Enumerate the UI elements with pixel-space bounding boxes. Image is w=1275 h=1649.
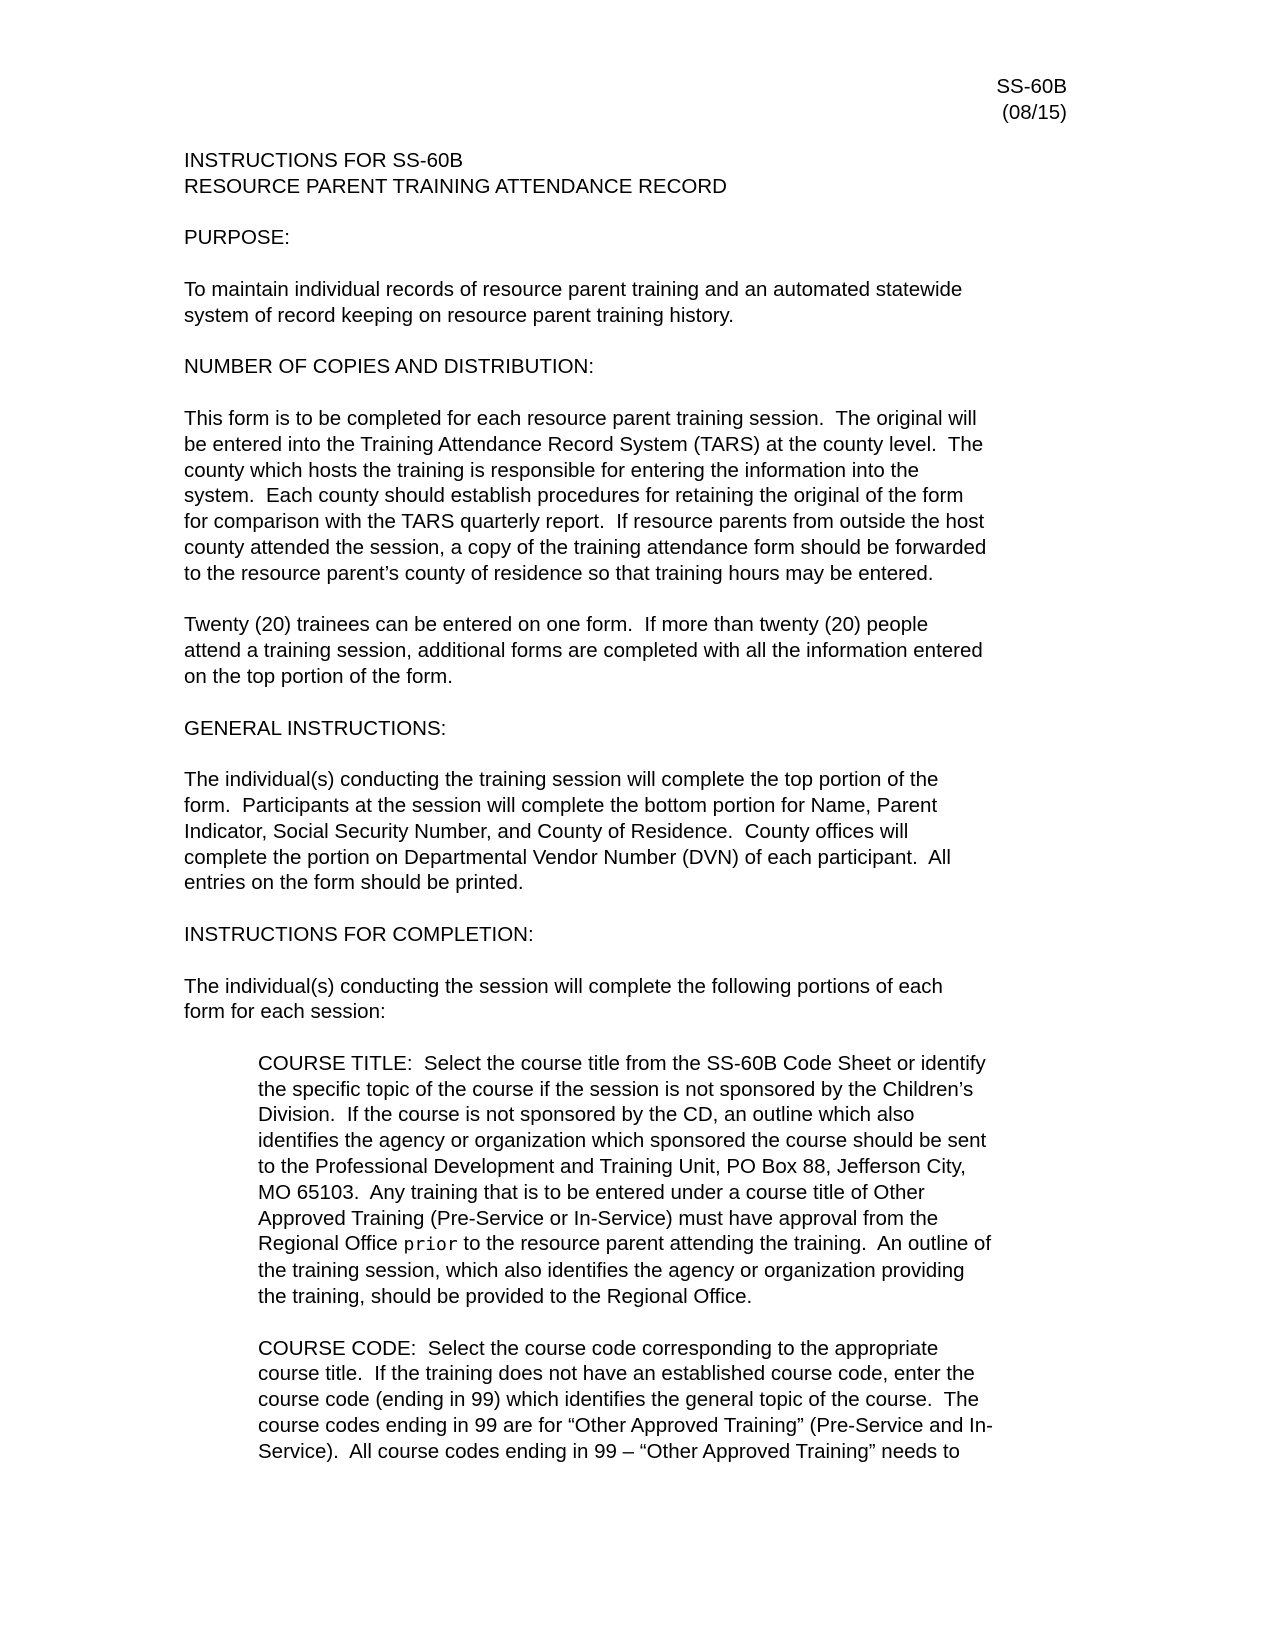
text-line: the specific topic of the course if the session is not sponsored by the Children’s: [258, 1077, 974, 1101]
paragraph: [258, 1051, 1084, 1310]
text-line: county attended the session, a copy of the training attendance form should be forwarded: [184, 535, 987, 559]
form-date: (08/15): [1002, 100, 1067, 124]
text-line: the training session, which also identifies the agency or organization providing: [258, 1259, 965, 1283]
text-line: Twenty (20) trainees can be entered on one form. If more than twenty (20) people: [184, 613, 929, 637]
text-line: MO 65103. Any training that is to be entered under a course title of Other: [258, 1180, 925, 1204]
emphasized-word: prior: [403, 1234, 458, 1256]
paragraph: [184, 277, 1084, 329]
paragraph: [184, 922, 1084, 948]
paragraph: [184, 225, 1084, 251]
form-identifier: [996, 74, 1067, 126]
text-line: complete the portion on Departmental Vendor Number (DVN) of each participant. All: [184, 845, 951, 869]
text-line: form. Participants at the session will complete the bottom portion for Name, Parent: [184, 793, 938, 817]
text-line: GENERAL INSTRUCTIONS:: [184, 716, 447, 740]
text-line: attend a training session, additional forms are completed with all the information entered: [184, 639, 983, 663]
text-line: COURSE TITLE: Select the course title from the SS-60B Code Sheet or identify: [258, 1051, 986, 1075]
text-line: to the resource parent’s county of residence so that training hours may be entered.: [184, 561, 934, 585]
form-number: SS-60B: [996, 75, 1067, 98]
paragraph: [184, 354, 1084, 380]
text-line: This form is to be completed for each resource parent training session. The original will: [184, 406, 977, 430]
text-line: county which hosts the training is responsible for entering the information into the: [184, 458, 919, 482]
paragraph: [258, 1336, 1084, 1465]
text-line: INSTRUCTIONS FOR COMPLETION:: [184, 922, 534, 946]
paragraph: [184, 716, 1084, 742]
text-line: course codes ending in 99 are for “Other Approved Training” (Pre-Service and In-: [258, 1414, 993, 1438]
text-line: Approved Training (Pre-Service or In-Service) must have approval from the: [258, 1206, 939, 1230]
text-line: NUMBER OF COPIES AND DISTRIBUTION:: [184, 355, 595, 379]
text-line: on the top portion of the form.: [184, 664, 453, 688]
text-line: Indicator, Social Security Number, and County of Residence. County offices will: [184, 819, 909, 843]
paragraph: [184, 974, 1084, 1026]
text-line: RESOURCE PARENT TRAINING ATTENDANCE RECORD: [184, 174, 727, 198]
text-line: To maintain individual records of resource parent training and an automated statewide: [184, 277, 963, 301]
text-line: form for each session:: [184, 1000, 386, 1024]
text-line: The individual(s) conducting the session will complete the following portions of each: [184, 974, 943, 998]
text-line: to the Professional Development and Training Unit, PO Box 88, Jefferson City,: [258, 1155, 967, 1179]
text-line: The individual(s) conducting the training session will complete the top portion of the: [184, 768, 939, 792]
text-line: course title. If the training does not have an established course code, enter the: [258, 1362, 975, 1386]
text-line: COURSE CODE: Select the course code corresponding to the appropriate: [258, 1336, 939, 1360]
text-line: be entered into the Training Attendance Record System (TARS) at the county level. The: [184, 432, 984, 456]
document-body: [184, 148, 1084, 1490]
text-line: Division. If the course is not sponsored by the CD, an outline which also: [258, 1103, 915, 1127]
text-line: course code (ending in 99) which identifies the general topic of the course. The: [258, 1388, 979, 1412]
text-line: system of record keeping on resource parent training history.: [184, 303, 734, 327]
text-line: the training, should be provided to the Regional Office.: [258, 1285, 753, 1309]
paragraph: [184, 148, 1084, 200]
text-line: entries on the form should be printed.: [184, 871, 524, 895]
paragraph: [184, 612, 1084, 689]
text-line: INSTRUCTIONS FOR SS-60B: [184, 149, 464, 172]
text-line: system. Each county should establish procedures for retaining the original of the form: [184, 484, 964, 508]
text-line: PURPOSE:: [184, 226, 290, 250]
text-line: Service). All course codes ending in 99 – “Other Approved Training” needs to: [258, 1439, 960, 1463]
paragraph: [184, 406, 1084, 587]
paragraph: [184, 767, 1084, 896]
text-line: Regional Office prior to the resource parent attending the training. An outline of: [258, 1232, 992, 1256]
text-line: identifies the agency or organization which sponsored the course should be sent: [258, 1129, 987, 1153]
text-line: for comparison with the TARS quarterly report. If resource parents from outside the host: [184, 510, 985, 534]
